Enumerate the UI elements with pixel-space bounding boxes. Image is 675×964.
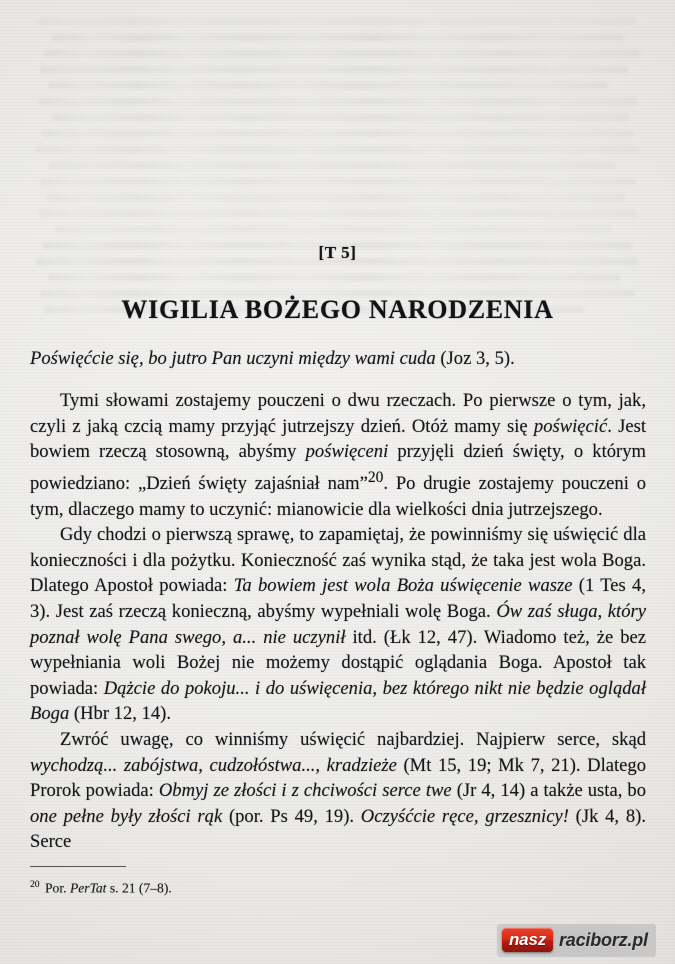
text-run: Zwróć uwagę, co winniśmy uświęcić najbardziej. Najpierw serce, skąd [60,728,646,750]
text-run: Tymi słowami zostajemy pouczeni o dwu rzeczach. Po pierwsze o tym, jak, czyli z jaką czcią mamy przyjąć jutrzejszy dzień. Otóż mamy się [30,390,646,437]
text-run: itd. (Łk 12, 47). Wiadomo też, że bez wypełniania woli Bożej nie możemy dostąpić oglądania Boga. Apostoł tak powiada: [30,626,646,699]
body-paragraph [30,522,646,727]
bleed-through-line [38,210,638,217]
bleed-through-line [48,274,620,281]
italic-run: Ów zaś sługa, który poznał wolę Pana swego, a... nie uczynił [30,600,646,648]
bleed-through-line [38,98,638,105]
text-run: przyjęli dzień święty, o którym powiedziano: „Dzień święty zajaśniał nam” [30,441,646,494]
bleed-through-line [50,162,616,169]
bleed-through-line [44,50,640,57]
text-run: Gdy chodzi o pierwszą sprawę, to zapamiętaj, że powinniśmy się uświęcić dla konieczności i dla pożytku. Konieczność zaś wynika stąd, że taka jest wola Boga. Dlatego Apostoł powiada: [30,524,646,597]
text-run: (Hbr 12, 14). [69,703,171,725]
bleed-through-line [36,18,636,25]
naszraciborz-watermark-logo [497,924,656,957]
bleed-through-line [48,82,608,89]
footnote-source: PerTat [69,880,107,896]
bleed-through-ghost-text [0,0,675,330]
italic-run: poświęcić [533,415,608,437]
text-run: (1 Tes 4, 3). Jest zaś rzeczą konieczną, abyśmy wypełniali wolę Boga. [30,575,646,622]
text-run: . Po drugie zostajemy pouczeni o tym, dlaczego mamy to uczynić: mianowicie dla wielkości dnia jutrzejszego. [30,472,646,520]
italic-run: Oczyśćcie ręce, grzesznicy! [360,805,569,827]
italic-run: Ta bowiem jest wola Boża uświęcenie wasze [233,575,573,597]
text-run: (Mt 15, 19; Mk 7, 21). Dlatego Prorok powiada: [30,754,647,802]
italic-run: one pełne były złości rąk [30,805,223,827]
italic-run: Obmyj ze złości i z chciwości serce twe [158,780,452,802]
footnote-suffix: s. 21 (7–8). [106,880,172,896]
footnote [30,876,172,898]
footnote-reference-marker: 20 [367,468,384,486]
body-paragraph [30,727,646,855]
logo-badge-nasz: nasz [502,928,553,952]
text-run: (Jk 4, 8). Serce [30,805,646,853]
bleed-through-line [46,194,626,201]
bleed-through-line [54,226,612,233]
text-run: (Jr 4, 14) a także usta, bo [451,780,646,802]
italic-run: wychodzą... zabójstwa, cudzołóstwa..., kradzieże [30,754,397,776]
page-title: WIGILIA BOŻEGO NARODZENIA [121,295,554,325]
italic-run: poświęceni [305,441,389,463]
footnote-separator-rule [30,866,126,867]
text-column [30,346,646,855]
bleed-through-line [52,114,630,121]
bleed-through-line [40,178,636,185]
section-tag: [T 5] [318,243,357,262]
text-run: (por. Ps 49, 19). [222,805,361,827]
bleed-through-line [36,146,640,153]
bleed-through-line [40,66,628,73]
epigraph-reference: (Joz 3, 5). [435,348,515,369]
footnote-marker: 20 [30,879,40,890]
epigraph-verse [30,346,646,372]
italic-run: Dążcie do pokoju... i do uświęcenia, bez którego nikt nie będzie oglądał Boga [30,677,647,725]
bleed-through-line [42,130,634,137]
body-paragraph [30,388,646,522]
text-run: . Jest bowiem rzeczą stosowną, abyśmy [30,415,647,463]
epigraph-quote: Poświęćcie się, bo jutro Pan uczyni między wami cuda [30,348,436,369]
bleed-through-line [52,34,624,41]
footnote-prefix: Por. [41,880,70,896]
logo-word-raciborz: raciborz.pl [559,930,648,950]
